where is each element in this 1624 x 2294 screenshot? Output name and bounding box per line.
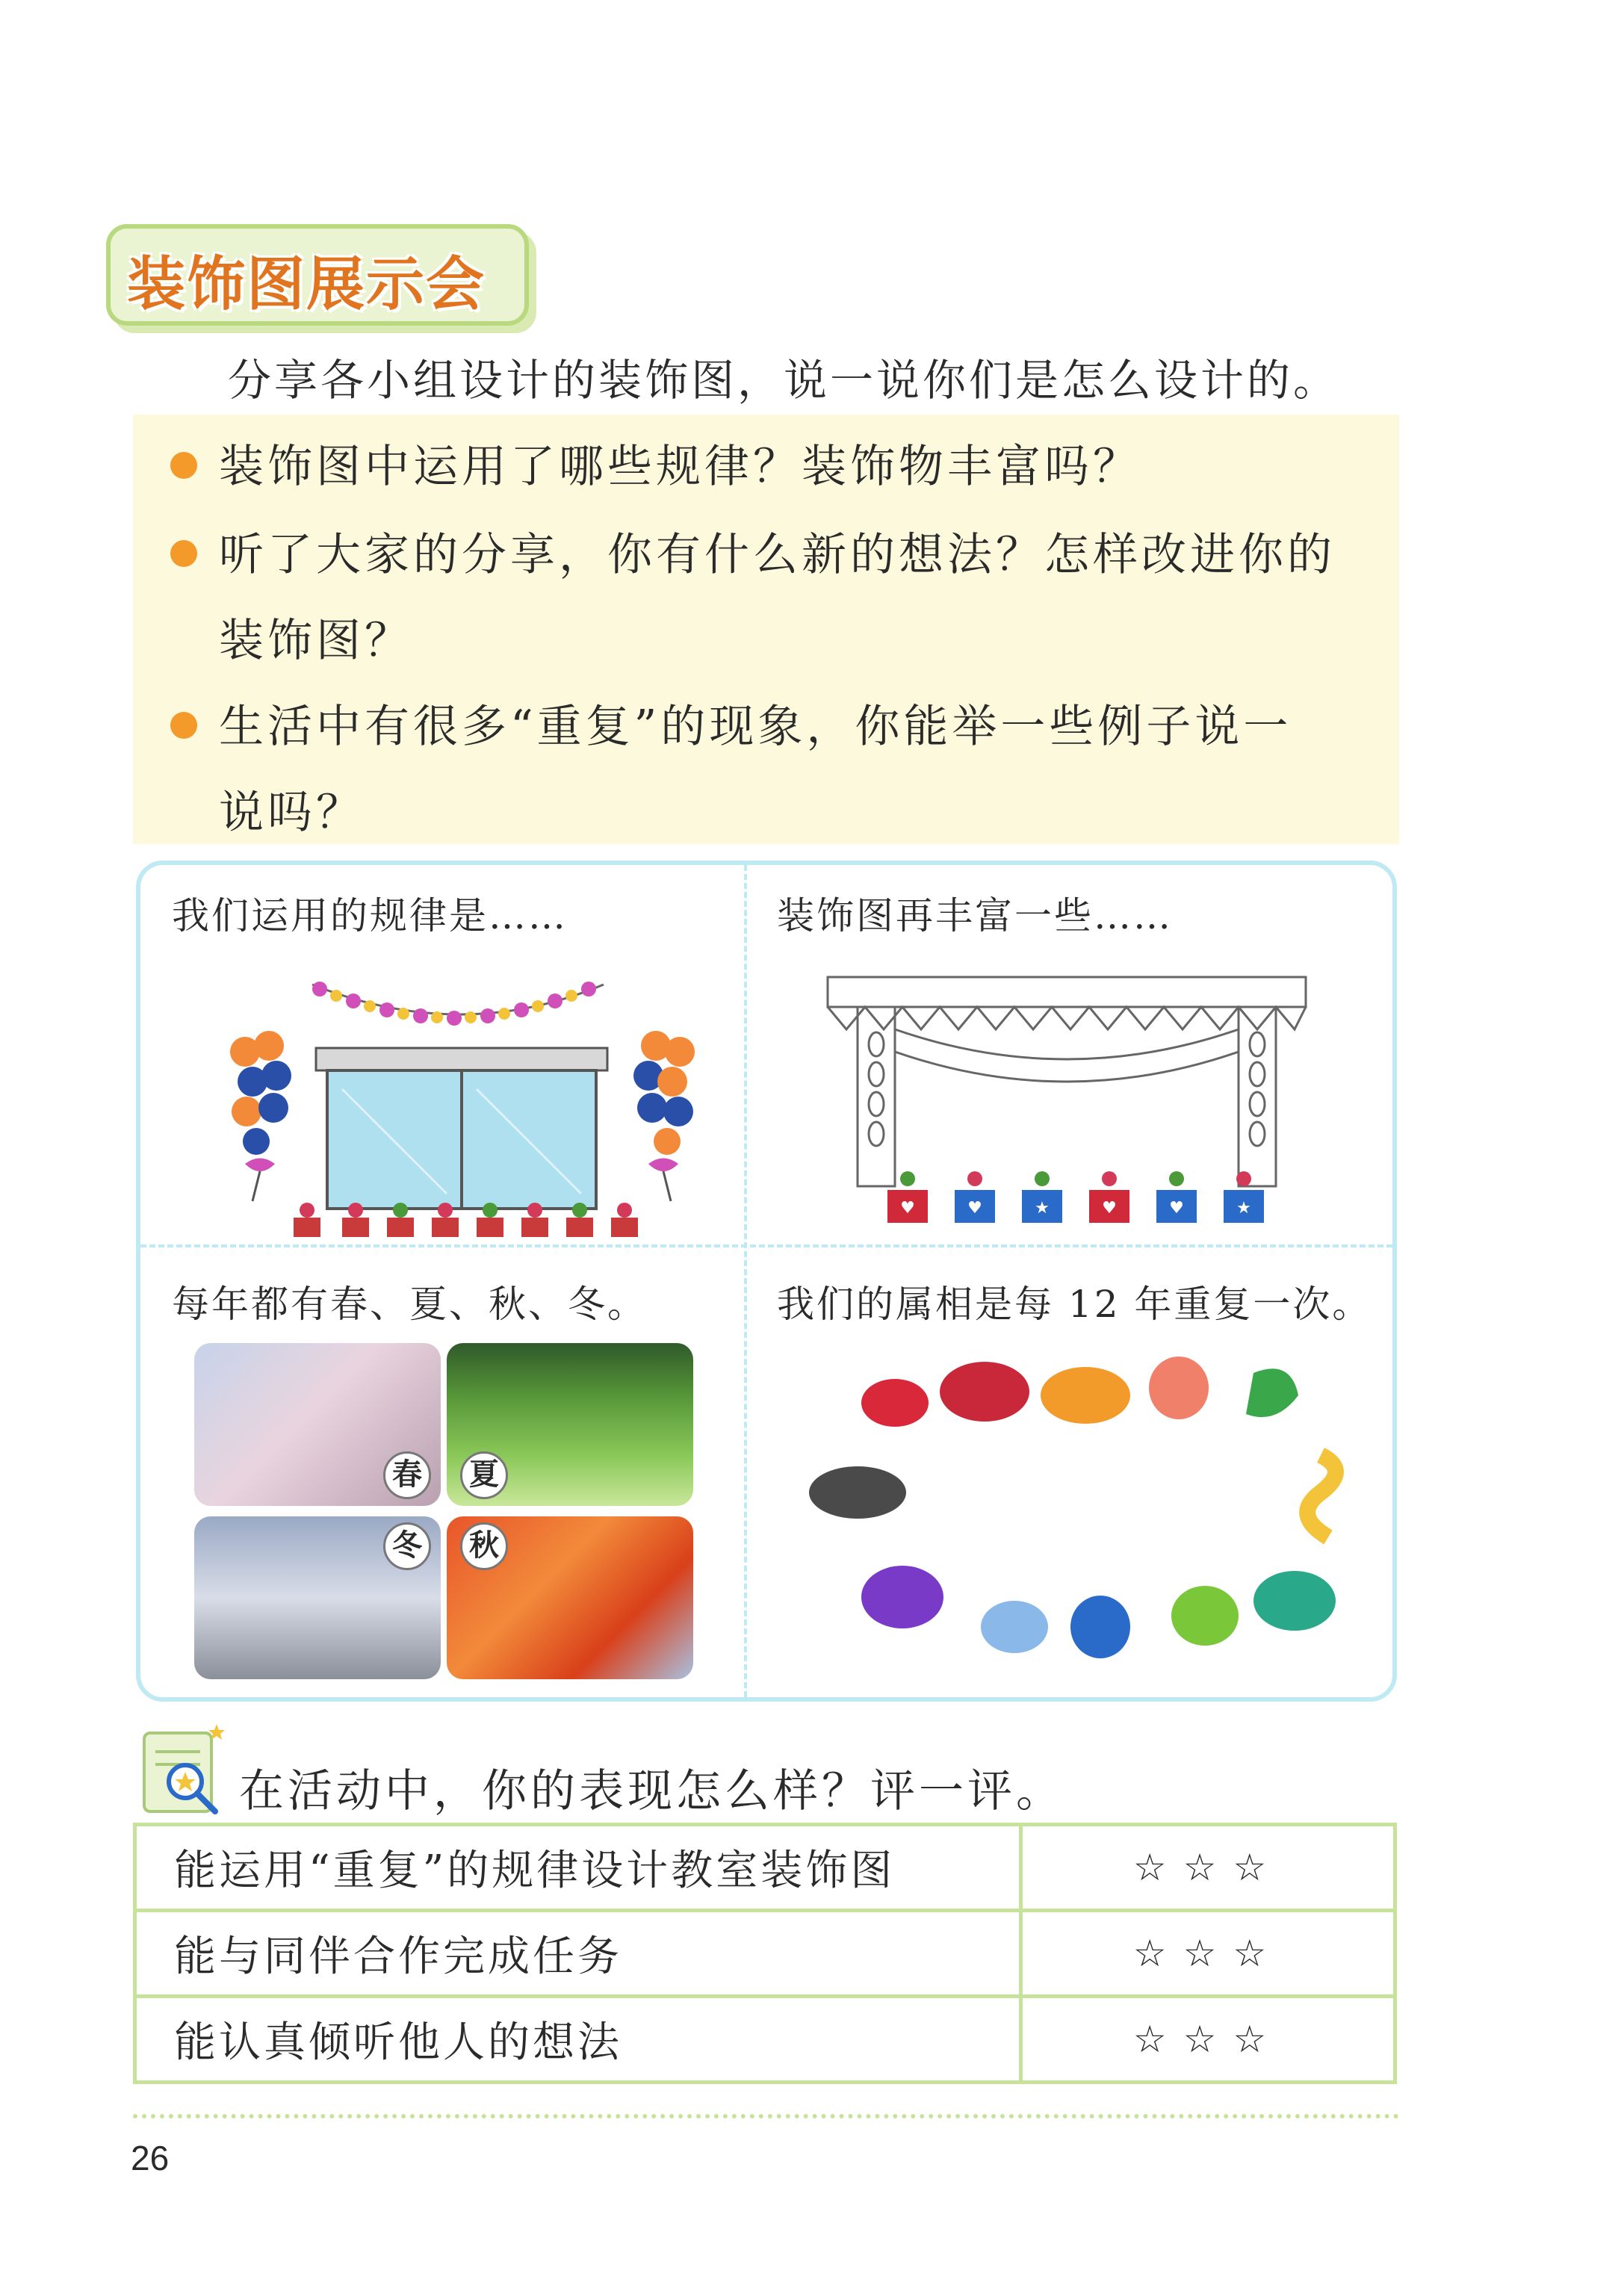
svg-text:♥: ♥ [1169, 1199, 1184, 1218]
example-panels [136, 861, 1397, 1702]
svg-text:♥: ♥ [967, 1199, 982, 1218]
autumn-badge: 秋 [460, 1522, 508, 1570]
evaluation-heading: 在活动中，你的表现怎么样？评一评。 [239, 1765, 1064, 1817]
table-row [135, 1911, 1395, 1997]
panel-divider [744, 865, 747, 1697]
table-row [135, 1825, 1395, 1911]
panel-divider [140, 1244, 1392, 1247]
criterion-cell: 能与同伴合作完成任务 [135, 1911, 1021, 1997]
winter-badge: 冬 [383, 1522, 431, 1570]
window-decoration-illustration [215, 962, 723, 1239]
evaluation-table [133, 1823, 1397, 2084]
svg-text:★: ★ [1035, 1199, 1050, 1218]
section-title: 装饰图展示会 [127, 251, 486, 318]
star-rating[interactable]: ☆☆☆ [1021, 1825, 1395, 1911]
panel-caption: 装饰图再丰富一些…… [777, 894, 1173, 937]
svg-text:♥: ♥ [1102, 1199, 1117, 1218]
page-number: 26 [131, 2139, 170, 2177]
summer-badge: 夏 [460, 1451, 508, 1499]
intro-text: 分享各小组设计的装饰图，说一说你们是怎么设计的。 [228, 355, 1340, 406]
spring-badge: 春 [383, 1451, 431, 1499]
footer-divider [133, 2114, 1399, 2118]
evaluation-scroll-icon [133, 1718, 230, 1823]
discussion-line: 说吗？ [219, 787, 365, 839]
criterion-cell: 能运用“重复”的规律设计教室装饰图 [135, 1825, 1021, 1911]
panel-caption: 每年都有春、夏、秋、冬。 [172, 1283, 647, 1326]
panel-caption: 我们的属相是每 12 年重复一次。 [777, 1283, 1372, 1326]
bullet-dot-icon [170, 540, 197, 567]
table-row [135, 1997, 1395, 2083]
discussion-box [133, 415, 1399, 844]
zodiac-animals-illustration [798, 1343, 1380, 1687]
bullet-dot-icon [170, 712, 197, 739]
panel-caption: 我们运用的规律是…… [172, 894, 568, 937]
discussion-line: 装饰图中运用了哪些规律？装饰物丰富吗？ [219, 441, 1141, 493]
discussion-line: 生活中有很多“重复”的现象，你能举一些例子说一 [219, 701, 1292, 753]
stage-decoration-illustration [813, 962, 1336, 1239]
discussion-line: 装饰图？ [219, 615, 413, 667]
star-rating[interactable]: ☆☆☆ [1021, 1997, 1395, 2083]
star-rating[interactable]: ☆☆☆ [1021, 1911, 1395, 1997]
svg-text:♥: ♥ [900, 1199, 915, 1218]
bullet-dot-icon [170, 452, 197, 479]
discussion-line: 听了大家的分享，你有什么新的想法？怎样改进你的 [219, 529, 1336, 581]
svg-text:★: ★ [1236, 1199, 1251, 1218]
criterion-cell: 能认真倾听他人的想法 [135, 1997, 1021, 2083]
